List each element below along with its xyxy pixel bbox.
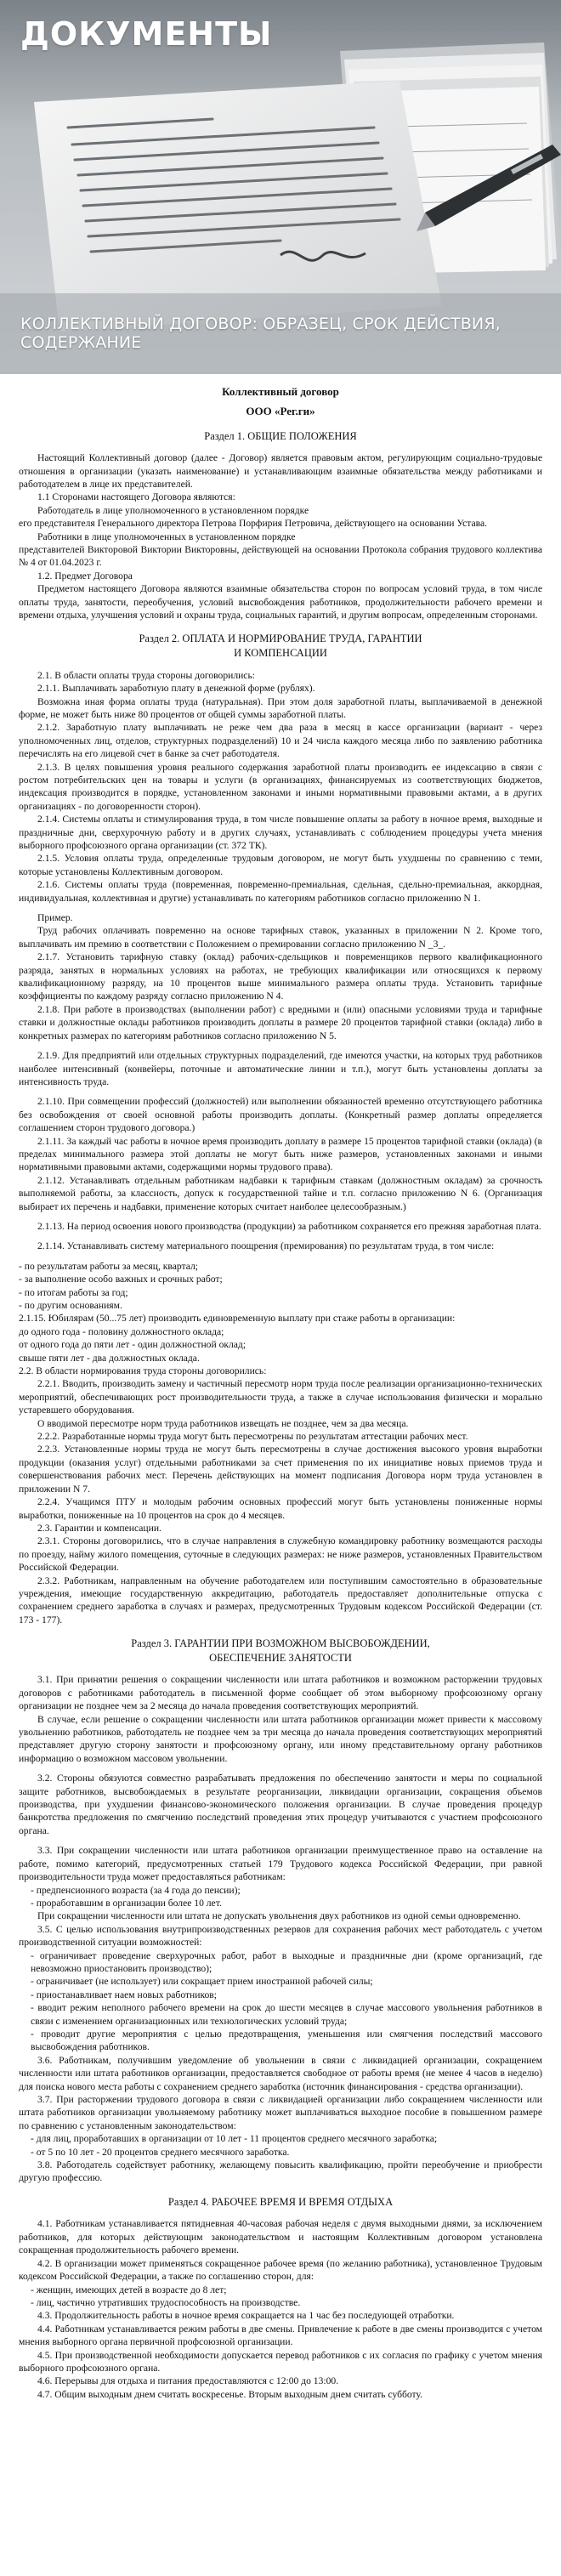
paragraph: 4.6. Перерывы для отдыха и питания предоставляются с 12:00 до 13:00. [37,2375,339,2387]
paragraph: 2.1.1. Выплачивать заработную плату в денежной форме (рублях). [37,683,315,695]
list-item: от одного года до пяти лет - один должностной оклад; [19,1339,246,1351]
paragraph: 3.2. Стороны обязуются совместно разрабатывать предложения по обеспечению занятости и меры по социальной защите работников, высвобождаемых в результате реорганизации, ликвидации организации, сокращения объемов производства, при ухудшении финансово-экономического положения организации. В случае проведения процедур банкротства предложения по смягчению последствий проведения этих процедур учитываются с участием профсоюзного органа. [19,1773,542,1836]
list-item: - вводит режим неполного рабочего времени на срок до шести месяцев в случае массового увольнения работников в связи с изменением организационных или технологических условий труда; [31,2002,542,2027]
banner-title: ДОКУМЕНТЫ [20,15,273,53]
paragraph: 2.1.14. Устанавливать систему материального поощрения (премирования) по результатам труда, в том числе: [37,1240,495,1252]
paragraph: В случае, если решение о сокращении численности или штата работников организации может привести к массовому увольнению работников, работодатель не позднее чем за три месяца до начала проведения соответствующих мероприятий представляет другую сторону занятости и профсоюзному органу, или иному представительному органу работников информацию о возможном массовом увольнении. [19,1713,542,1764]
section-3-heading-cont: ОБЕСПЕЧЕНИЕ ЗАНЯТОСТИ [209,1651,352,1664]
paragraph: 4.3. Продолжительность работы в ночное время сокращается на 1 час без последующей отработки. [37,2310,455,2322]
paragraph: 2.3.2. Работникам, направленным на обучение работодателем или поступившим самостоятельно в образовательные учреждения, имеющие государственную аккредитацию, работодатель предоставляет дополнительные отпуска с сохранением среднего заработка в случаях и размерах, предусмотренных Трудовым кодексом Российской Федерации (ст. 173 - 177). [19,1575,542,1626]
list-item: - по итогам работы за год; [19,1286,128,1298]
paragraph: 3.7. При расторжении трудового договора в связи с ликвидацией организации либо сокращением численности или штата работников организации увольняемому работнику может выплачиваться выходное пособие в повышенном размере по сравнению с установленным законодательством: [19,2094,542,2131]
header-banner [0,0,561,374]
paragraph: 2.1.4. Системы оплаты и стимулирования труда, в том числе повышение оплаты за работу в ночное время, выходные и праздничные дни, сверхурочную работу и в других случаях, устанавливать с соблюдением процедуры учета мнения выборного профсоюзного органа организации (ст. 372 ТК). [19,814,542,851]
paragraph: Настоящий Коллективный договор (далее - Договор) является правовым актом, регулирующим социально-трудовые отношения в организации (указать наименование) и устанавливающим взаимные обязательства между работниками и работодателем в лице их представителей. [19,452,542,490]
paragraph: 2.1.15. Юбилярам (50...75 лет) производить единовременную выплату при стаже работы в организации: [19,1313,456,1325]
list-item: - по другим основаниям. [19,1300,122,1311]
paragraph: 1.2. Предмет Договора [37,570,133,582]
paragraph: Работники в лице уполномоченных в установленном порядке [37,531,296,542]
paragraph: 2.3.1. Стороны договорились, что в случае направления в служебную командировку работнику возмещаются расходы по проезду, найму жилого помещения, суточные в следующих размерах: не ниже размеров, установленных Правительством Российской Федерации. [19,1535,542,1574]
list-item: - от 5 по 10 лет - 20 процентов среднего месячного заработка. [31,2146,290,2158]
paragraph: Возможна иная форма оплаты труда (натуральная). При этом доля заработной платы, выплачиваемой в денежной форме, не может быть ниже 80 процентов от общей суммы заработной платы. [19,695,542,720]
paragraph: 1.1 Сторонами настоящего Договора являются: [37,491,235,503]
document-title: Коллективный договор [222,385,339,398]
paragraph: 2.1.9. Для предприятий или отдельных структурных подразделений, где имеются участки, на которых труд работников наиболее интенсивный (конвейеры, поточные и автоматические линии и т.п.), могут быть установлены доплаты за интенсивность труда. [19,1050,542,1087]
list-item: - проводит другие мероприятия с целью предотвращения, уменьшения или смягчения последствий массового высвобождения работников. [31,2028,542,2053]
paragraph: Предметом настоящего Договора являются взаимные обязательства сторон по вопросам условий труда, в том числе оплаты труда, занятости, переобучения, условий высвобождения работников, продолжительности рабочего времени и времени отдыха, улучшения условий и охраны труда, социальных гарантий, и другим вопросам, определенным сторонами. [19,583,542,621]
list-item: - женщин, имеющих детей в возрасте до 8 лет; [31,2284,227,2295]
paragraph: Пример. [37,912,73,924]
paragraph: При сокращении численности или штата не допускать увольнения двух работников из одной семьи одновременно. [37,1910,521,1922]
paragraph: 2.2.1. Вводить, производить замену и частичный пересмотр норм труда после реализации организационно-технических мероприятий, обеспечивающих рост производительности труда, а также в случае использования физически и морально устаревшего оборудования. [19,1378,542,1416]
paragraph: 2.1.12. Устанавливать отдельным работникам надбавки к тарифным ставкам (должностным окладам) за срочность выполняемой работы, за классность, допуск к государственной тайне и т.п. согласно приложению N 6. (Организация выбирает их перечень и надбавки, применение которых считает наиболее целесообразным.) [19,1174,542,1212]
paragraph: 2.1.13. На период освоения нового производства (продукции) за работником сохраняется его прежняя заработная плата. [37,1220,541,1232]
paragraph: 2.2.2. Разработанные нормы труда могут быть пересмотрены по результатам аттестации рабочих мест. [37,1431,468,1443]
paragraph: 3.6. Работникам, получившим уведомление об увольнении в связи с ликвидацией организации, сокращением численности или штата работников организации, предоставляется свободное от работы время (не менее 4 часов в неделю) для поиска нового места работы с сохранением среднего заработка (источник финансирования - средства организации). [19,2054,542,2092]
list-item: - лиц, частично утративших трудоспособность на производстве. [31,2296,301,2308]
paragraph: 4.5. При производственной необходимости допускается перевод работников с их согласия по графику с учетом мнения выборного профсоюзного органа. [19,2349,542,2374]
paragraph: 4.1. Работникам устанавливается пятидневная 40-часовая рабочая неделя с двумя выходными днями, за исключением работников, для которых действующим законодательством и настоящим Коллективным договором установлена сокращенная продолжительность рабочего времени. [19,2218,542,2256]
paragraph: 2.1.3. В целях повышения уровня реального содержания заработной платы производить ее индексацию в связи с ростом потребительских цен на товары и услуги (в организациях, финансируемых из соответствующих бюджетов, индексация производится в порядке, установленном законами и иными нормативными правовыми актами, а в других организациях - по договоренности сторон). [19,761,542,812]
document-body [0,374,561,2401]
list-item: - ограничивает проведение сверхурочных работ, работ в выходные и праздничные дни (кроме организаций, где невозможно приостановить производство); [31,1949,542,1974]
paragraph: 2.2.3. Установленные нормы труда не могут быть пересмотрены в случае достижения высокого уровня выработки продукции (оказания услуг) отдельными работниками за счет применения по их инициативе новых приемов труда и совершенствования рабочих мест. Перечень действующих на момент подписания Договора норм труда установлен в приложении N 7. [19,1444,542,1495]
list-item: - по результатам работы за месяц, квартал; [19,1260,198,1272]
paragraph: 2.1.2. Заработную плату выплачивать не реже чем два раза в месяц в кассе организации (вариант - через уполномоченных лиц, отделов, структурных подразделений) 10 и 24 числа каждого месяца либо по заявлению работника перечислять на его лицевой счет в банке за счет работодателя. [19,722,542,760]
paragraph: 2.3. Гарантии и компенсации. [37,1522,162,1534]
list-item: - приостанавливает наем новых работников; [31,1989,217,2000]
section-2-heading: Раздел 2. ОПЛАТА И НОРМИРОВАНИЕ ТРУДА, ГАРАНТИИ [139,633,422,645]
paragraph: 4.7. Общим выходным днем считать воскресенье. Вторым выходным днем считать субботу. [37,2388,422,2400]
paragraph: 4.4. Работникам устанавливается режим работы в две смены. Привлечение к работе в две смены производится с учетом мнения выборного органа первичной профсоюзной организации. [19,2323,542,2348]
list-item: - за выполнение особо важных и срочных работ; [19,1274,223,1285]
paragraph: Работодатель в лице уполномоченного в установленном порядке [37,504,309,516]
list-item: - для лиц, проработавших в организации от 10 лет - 11 процентов среднего месячного заработка; [31,2133,438,2145]
section-2-heading-cont: И КОМПЕНСАЦИИ [234,647,327,660]
paragraph: 2.1.10. При совмещении профессий (должностей) или выполнении обязанностей временно отсутствующего работника без освобождения от своей основной работы производить доплаты. (Конкретный размер доплаты определяется соглашением сторон трудового договора.) [19,1096,542,1134]
section-4-heading: Раздел 4. РАБОЧЕЕ ВРЕМЯ И ВРЕМЯ ОТДЫХА [167,2195,394,2208]
paragraph: 3.3. При сокращении численности или штата работников организации преимущественное право на оставление на работе, помимо категорий, предусмотренных статьей 179 Трудового кодекса Российской Федерации, при равной производительности труда может предоставляться работникам: [19,1845,542,1883]
list-item: - ограничивает (не использует) или сокращает прием иностранной рабочей силы; [31,1976,373,1988]
paragraph: 3.8. Работодатель содействует работнику, желающему повысить квалификацию, пройти переобучение и приобрести другую профессию. [19,2159,542,2184]
list-item: - проработавшим в организации более 10 лет. [31,1897,222,1909]
paragraph: 2.2.4. Учащимся ПТУ и молодым рабочим основных профессий могут быть установлены пониженные нормы выработки, пониженные на 10 процентов на срок до 4 месяцев. [19,1496,542,1521]
paragraph: 2.1.6. Системы оплаты труда (повременная, повременно-премиальная, сдельная, сдельно-премиальная, аккордная, индивидуальная, коллективная и другие) устанавливать по категориям работников согласно приложению N 1. [19,879,542,904]
paragraph: 3.1. При принятии решения о сокращении численности или штата работников и возможном расторжении трудовых договоров с работниками работодатель в письменной форме сообщает об этом выборному профсоюзному органу организации не позднее чем за 2 месяца до начала проведения соответствующих мероприятий. [19,1674,542,1712]
paragraph: 3.5. С целью использования внутрипроизводственных резервов для сохранения рабочих мест работодатель с учетом производственной ситуации возможностей: [19,1923,542,1949]
list-item: до одного года - половину должностного оклада; [19,1325,224,1337]
banner-subtitle: КОЛЛЕКТИВНЫЙ ДОГОВОР: ОБРАЗЕЦ, СРОК ДЕЙСТВИЯ, СОДЕРЖАНИЕ [20,315,501,352]
section-1-heading: Раздел 1. ОБЩИЕ ПОЛОЖЕНИЯ [204,429,357,442]
organization-name: ООО «Рег.ги» [246,405,315,418]
paragraph: 2.1. В области оплаты труда стороны договорились: [37,669,255,681]
section-3-heading: Раздел 3. ГАРАНТИИ ПРИ ВОЗМОЖНОМ ВЫСВОБОЖДЕНИИ, [131,1637,430,1650]
list-item: свыше пяти лет - два должностных оклада. [19,1352,200,1364]
paragraph: О вводимой пересмотре норм труда работников извещать не позднее, чем за два месяца. [37,1417,409,1429]
paragraph: 2.2. В области нормирования труда стороны договорились: [19,1365,267,1377]
paragraph: 2.1.5. Условия оплаты труда, определенные трудовым договором, не могут быть ухудшены по сравнению с теми, которые установлены Коллективным договором. [19,853,542,877]
paragraph: 4.2. В организации может применяться сокращенное рабочее время (по желанию работника), установленное Трудовым кодексом Российской Федерации, а также по соглашению сторон, для: [19,2257,542,2283]
paragraph: Труд рабочих оплачивать повременно на основе тарифных ставок, указанных в приложении N 2. Кроме того, выплачивать им премию в соответствии с Положением о премировании согласно приложению N _3_. [19,925,542,950]
paragraph: 2.1.7. Установить тарифную ставку (оклад) рабочих-сдельщиков и повременщиков первого квалификационного разряда, занятых в нормальных условиях на работах, не требующих квалификации или относящихся к первому квалификационному разряду, на 10 процентов выше минимального размера оплаты труда. Установить тарифные коэффициенты по каждому разряду согласно приложению N 4. [19,951,542,1002]
list-item: - предпенсионного возраста (за 4 года до пенсии); [31,1884,241,1896]
paragraph: 2.1.11. За каждый час работы в ночное время производить доплату в размере 15 процентов тарифной ставки (оклада) (в пределах минимального размера этой доплаты не могут быть ниже размеров, установленных законами и иными нормативными правовыми актами, содержащими нормы трудового права). [19,1135,542,1173]
paragraph: его представителя Генерального директора Петрова Порфирия Петровича, действующего на основании Устава. [19,518,488,530]
paragraph: 2.1.8. При работе в производствах (выполнении работ) с вредными и (или) опасными условиями труда и тарифные ставки и должностные оклады работников производить доплаты в размере 20 процентов тарифной ставки (оклада) либо в конкретных размерах по категориям работников согласно приложению N 5. [19,1003,542,1041]
paragraph: представителей Викторовой Виктории Викторовны, действующей на основании Протокола собрания трудового коллектива № 4 от 01.04.2023 г. [19,544,542,569]
